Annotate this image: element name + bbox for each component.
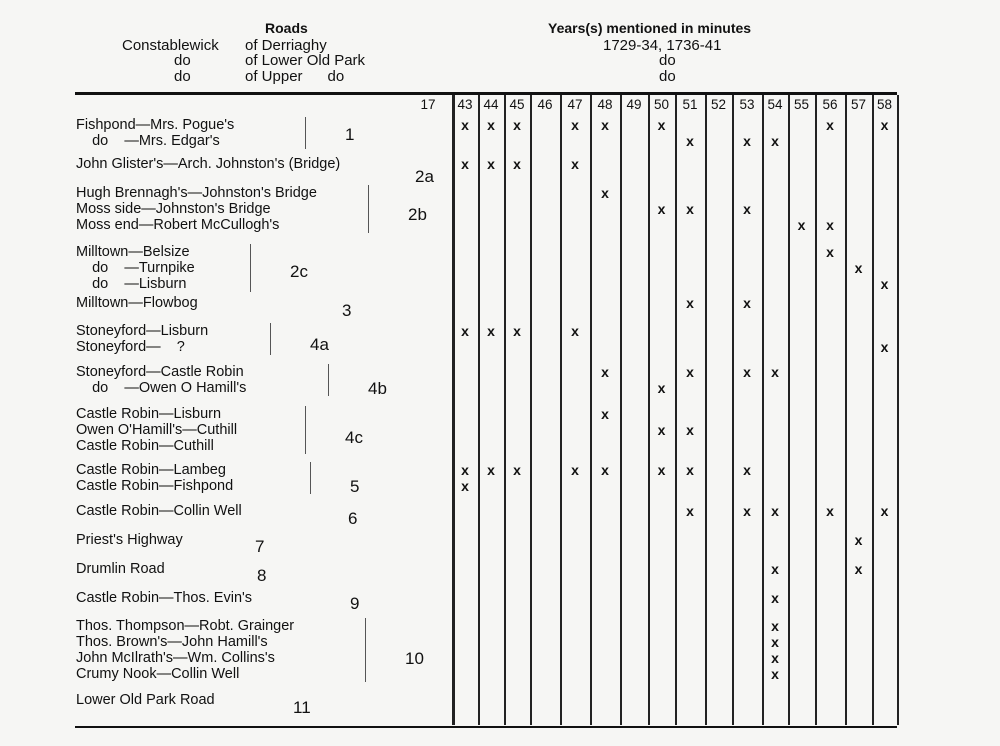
- roads-title: Roads: [265, 20, 308, 36]
- mention-mark: x: [657, 201, 666, 217]
- column-divider: [620, 95, 622, 725]
- group-number: 2b: [408, 205, 427, 224]
- mention-mark: x: [487, 323, 495, 339]
- road-label: do —Lisburn: [76, 276, 187, 292]
- mention-mark: x: [601, 462, 609, 478]
- years-range: 1729-34, 1736-41: [603, 37, 722, 54]
- group-brace: [365, 618, 370, 682]
- constablewick-label: Constablewick: [122, 37, 219, 54]
- group-brace: [328, 364, 333, 396]
- mention-mark: x: [513, 117, 521, 133]
- column-divider: [648, 95, 650, 725]
- mention-mark: x: [571, 156, 579, 172]
- year-header: 52: [710, 97, 727, 112]
- mention-mark: x: [826, 503, 834, 519]
- mention-mark: x: [686, 503, 694, 519]
- mention-mark: x: [743, 462, 751, 478]
- year-header: 56: [822, 97, 838, 112]
- road-label: John McIlrath's—Wm. Collins's: [76, 650, 275, 666]
- group-number: 7: [255, 537, 265, 556]
- mention-mark: x: [686, 364, 694, 380]
- year-header: 47: [567, 97, 583, 112]
- column-divider: [705, 95, 707, 725]
- group-number: 4c: [345, 428, 363, 447]
- group-number: 11: [293, 698, 311, 717]
- mention-mark: x: [771, 618, 779, 634]
- group-brace: [305, 406, 310, 454]
- mention-mark: x: [826, 117, 834, 133]
- mention-mark: x: [771, 503, 779, 519]
- group-number: 2c: [290, 262, 308, 281]
- group-number: 10: [405, 649, 424, 668]
- group-number: 8: [257, 566, 267, 585]
- column-divider: [872, 95, 874, 725]
- mention-mark: x: [771, 561, 779, 577]
- year-header: 58: [876, 97, 893, 112]
- mention-mark: x: [826, 244, 834, 260]
- mention-mark: x: [657, 117, 666, 133]
- mention-mark: x: [571, 323, 579, 339]
- year-header: 57: [850, 97, 867, 112]
- years-ditto: do: [659, 52, 676, 69]
- mention-mark: x: [657, 380, 666, 396]
- ditto-label: do: [174, 52, 191, 69]
- road-label: Moss end—Robert McCullogh's: [76, 217, 280, 233]
- mention-mark: x: [461, 323, 469, 339]
- mention-mark: x: [657, 422, 666, 438]
- column-divider: [762, 95, 764, 725]
- road-label: Stoneyford—Lisburn: [76, 323, 209, 339]
- mention-mark: x: [686, 422, 694, 438]
- mention-mark: x: [854, 260, 863, 276]
- column-divider: [504, 95, 506, 725]
- group-number: 4a: [310, 335, 329, 354]
- road-label: Priest's Highway: [76, 532, 183, 548]
- constablewick-name: of Upper do: [245, 68, 345, 85]
- road-label: do —Turnpike: [76, 260, 195, 276]
- mention-mark: x: [771, 650, 779, 666]
- mention-mark: x: [513, 156, 521, 172]
- road-label: Castle Robin—Lisburn: [76, 406, 222, 422]
- mention-mark: x: [686, 462, 694, 478]
- road-label: Castle Robin—Lambeg: [76, 462, 226, 478]
- mention-mark: x: [743, 133, 751, 149]
- road-label: Castle Robin—Cuthill: [76, 438, 214, 454]
- mention-mark: x: [686, 295, 694, 311]
- group-number: 3: [342, 301, 352, 320]
- column-divider: [590, 95, 592, 725]
- road-label: Fishpond—Mrs. Pogue's: [76, 117, 235, 133]
- mention-mark: x: [826, 217, 834, 233]
- road-label: Moss side—Johnston's Bridge: [76, 201, 271, 217]
- mention-mark: x: [880, 503, 889, 519]
- road-label: Thos. Brown's—John Hamill's: [76, 634, 268, 650]
- mention-mark: x: [880, 339, 889, 355]
- road-label: Milltown—Belsize: [76, 244, 190, 260]
- column-divider: [478, 95, 480, 725]
- years-ditto: do: [659, 68, 676, 85]
- road-label: Owen O'Hamill's—Cuthill: [76, 422, 238, 438]
- road-label: Castle Robin—Thos. Evin's: [76, 590, 253, 606]
- group-number: 1: [345, 125, 355, 144]
- group-number: 4b: [368, 379, 387, 398]
- column-divider: [815, 95, 817, 725]
- constablewick-name: of Lower Old Park: [245, 52, 366, 69]
- header-rule: [75, 92, 897, 95]
- mention-mark: x: [743, 364, 751, 380]
- year-header: 46: [537, 97, 553, 112]
- year-header: 50: [653, 97, 670, 112]
- group-brace: [310, 462, 315, 494]
- ditto-label: do: [174, 68, 191, 85]
- column-divider: [845, 95, 847, 725]
- mention-mark: x: [771, 666, 779, 682]
- group-brace: [270, 323, 275, 355]
- group-brace: [305, 117, 310, 149]
- road-label: John Glister's—Arch. Johnston's (Bridge): [76, 156, 341, 172]
- column-divider: [732, 95, 734, 725]
- year-header: 49: [626, 97, 642, 112]
- road-label: Castle Robin—Fishpond: [76, 478, 234, 494]
- year-header: 51: [682, 97, 698, 112]
- mention-mark: x: [771, 634, 779, 650]
- road-label: do —Mrs. Edgar's: [76, 133, 220, 149]
- mention-mark: x: [461, 117, 469, 133]
- group-brace: [250, 244, 255, 292]
- mention-mark: x: [571, 117, 579, 133]
- mention-mark: x: [513, 323, 521, 339]
- mention-mark: x: [571, 462, 579, 478]
- group-number: 6: [348, 509, 358, 528]
- road-label: Stoneyford— ?: [76, 339, 185, 355]
- mention-mark: x: [601, 406, 609, 422]
- group-number: 9: [350, 594, 360, 613]
- road-label: Stoneyford—Castle Robin: [76, 364, 244, 380]
- column-divider: [788, 95, 790, 725]
- mention-mark: x: [461, 462, 469, 478]
- mention-mark: x: [487, 462, 495, 478]
- mention-mark: x: [601, 185, 609, 201]
- year-header: 54: [767, 97, 783, 112]
- year-header: 53: [739, 97, 755, 112]
- year-header: 48: [597, 97, 613, 112]
- mention-mark: x: [686, 201, 694, 217]
- group-brace: [368, 185, 373, 233]
- mention-mark: x: [461, 478, 469, 494]
- mention-mark: x: [461, 156, 469, 172]
- mention-mark: x: [487, 156, 495, 172]
- column-divider: [560, 95, 562, 725]
- year-header: 44: [483, 97, 499, 112]
- century-label: 17: [420, 97, 436, 112]
- constablewick-name: of Derriaghy: [245, 37, 327, 54]
- column-divider: [897, 95, 899, 725]
- mention-mark: x: [601, 117, 609, 133]
- group-number: 5: [350, 477, 360, 496]
- year-header: 43: [457, 97, 473, 112]
- road-label: Crumy Nook—Collin Well: [76, 666, 240, 682]
- road-label: do —Owen O Hamill's: [76, 380, 247, 396]
- mention-mark: x: [797, 217, 806, 233]
- column-divider: [675, 95, 677, 725]
- road-label: Hugh Brennagh's—Johnston's Bridge: [76, 185, 317, 201]
- mention-mark: x: [743, 295, 751, 311]
- mention-mark: x: [771, 133, 779, 149]
- year-header: 45: [509, 97, 525, 112]
- years-title: Years(s) mentioned in minutes: [548, 20, 752, 36]
- mention-mark: x: [771, 590, 779, 606]
- mention-mark: x: [771, 364, 779, 380]
- mention-mark: x: [880, 117, 889, 133]
- mention-mark: x: [487, 117, 495, 133]
- mention-mark: x: [686, 133, 694, 149]
- road-label: Lower Old Park Road: [76, 692, 215, 708]
- column-divider: [530, 95, 532, 725]
- mention-mark: x: [743, 503, 751, 519]
- road-label: Castle Robin—Collin Well: [76, 503, 242, 519]
- mention-mark: x: [880, 276, 889, 292]
- group-number: 2a: [415, 167, 434, 186]
- mention-mark: x: [513, 462, 521, 478]
- mention-mark: x: [854, 532, 863, 548]
- mention-mark: x: [743, 201, 751, 217]
- footer-rule: [75, 726, 897, 728]
- road-label: Milltown—Flowbog: [76, 295, 198, 311]
- road-label: Drumlin Road: [76, 561, 165, 577]
- column-divider: [452, 95, 455, 725]
- mention-mark: x: [601, 364, 609, 380]
- mention-mark: x: [854, 561, 863, 577]
- mention-mark: x: [657, 462, 666, 478]
- road-label: Thos. Thompson—Robt. Grainger: [76, 618, 295, 634]
- year-header: 55: [793, 97, 810, 112]
